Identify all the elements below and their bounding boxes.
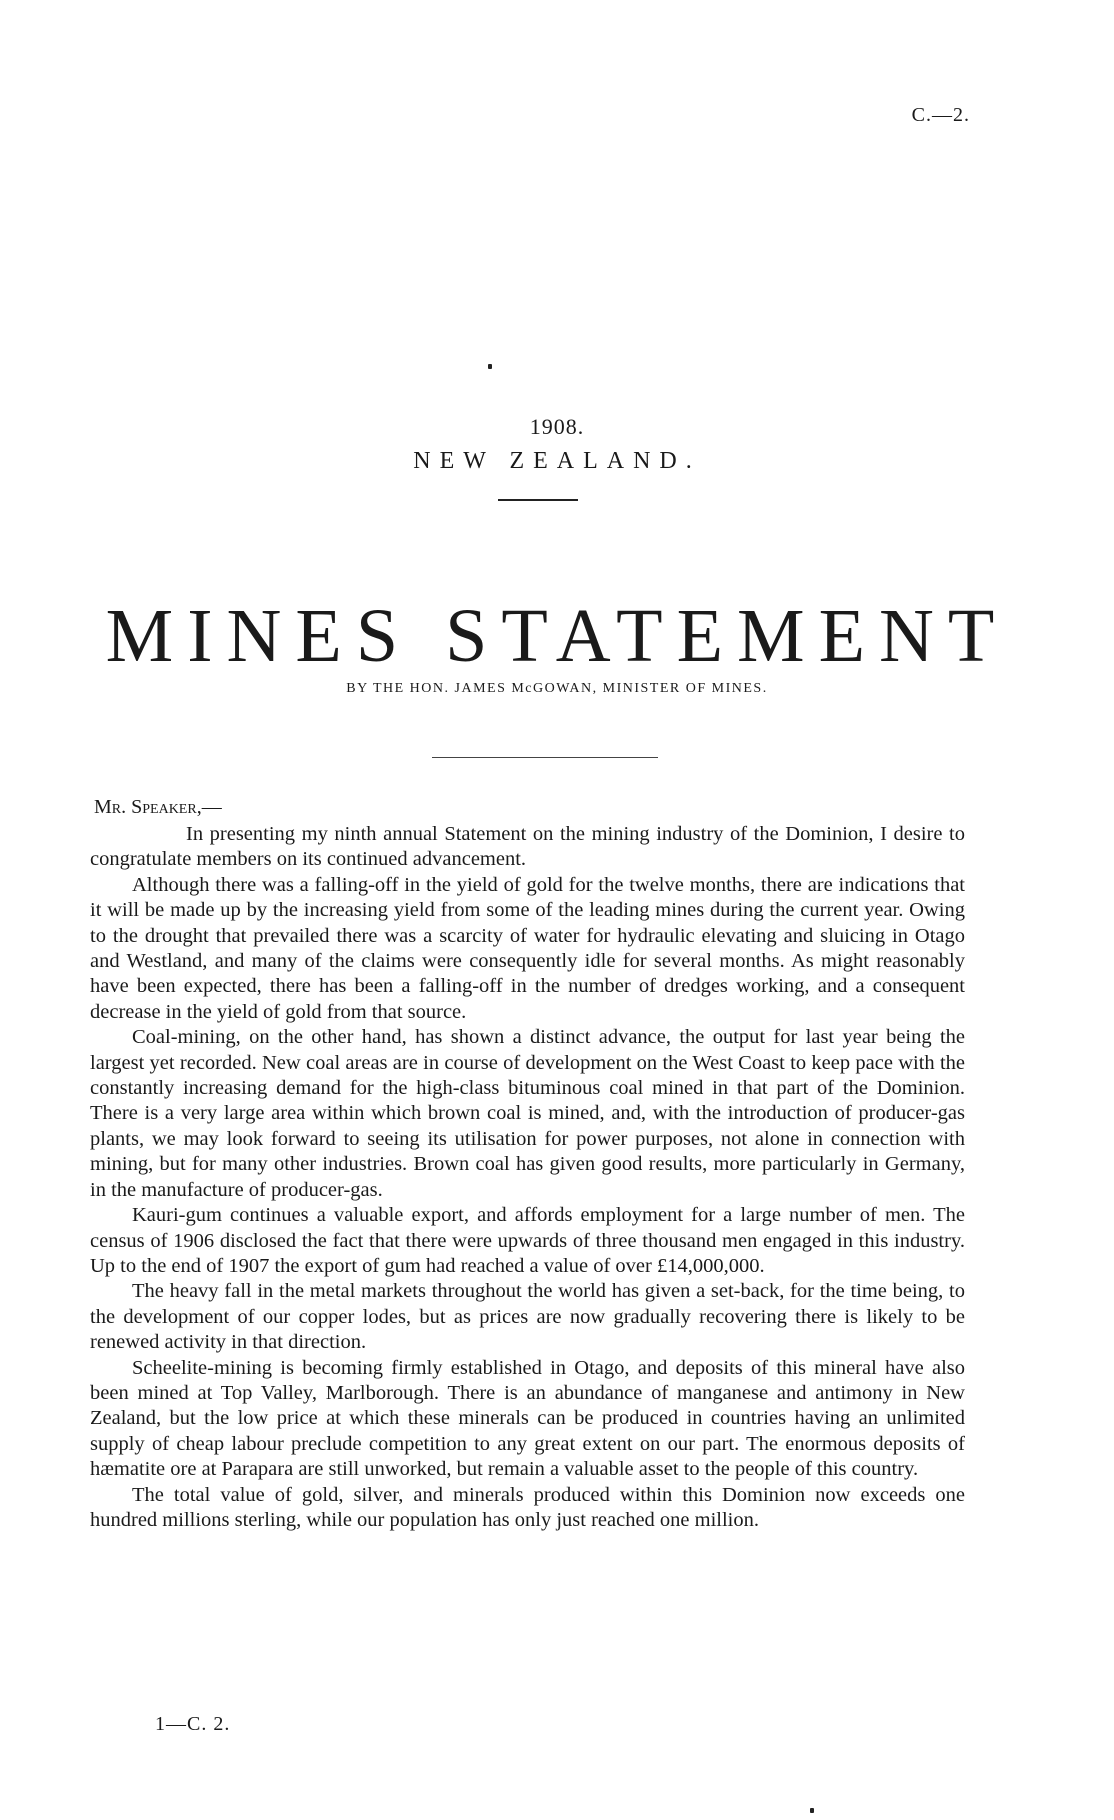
print-speck xyxy=(488,364,492,369)
paragraph: The heavy fall in the metal markets throughout the world has given a set-back, for the time being, to the development of our copper lodes, but as prices are now gradually recovering there is likely to be renewed activity in that direction. xyxy=(90,1280,965,1354)
paragraph: Scheelite-mining is becoming firmly established in Otago, and deposits of this mineral have also been mined at Top Valley, Marlborough. There is an abundance of manganese and antimony in New Zealand, but the low price at which these minerals can be produced in countries having an unlimited supply of cheap labour preclude competition to any great extent on our part. The enormous deposits of hæmatite ore at Parapara are still unworked, but remain a valuable asset to the people of this country. xyxy=(90,1356,965,1481)
main-title: MINES STATEMENT xyxy=(105,594,1009,678)
document-year: 1908. xyxy=(529,414,585,439)
page-reference-footer: 1—C. 2. xyxy=(155,1713,231,1735)
page-reference-header: C.—2. xyxy=(911,104,970,126)
paragraph: In presenting my ninth annual Statement on the mining industry of the Dominion, I desire to congratulate members on its continued advancement. xyxy=(90,823,965,871)
salutation: Mr. Speaker,— xyxy=(94,796,222,818)
paragraph: Although there was a falling-off in the yield of gold for the twelve months, there are indications that it will be made up by the increasing yield from some of the leading mines during the current year. Owing to the drought that prevailed there was a scarcity of water for hydraulic elevating and sluicing in Otago and Westland, and many of the claims were consequently idle for several months. As might reasonably have been expected, there has been a falling-off in the number of dredges working, and a consequent decrease in the yield of gold from that source. xyxy=(90,873,965,1023)
paragraph: The total value of gold, silver, and minerals produced within this Dominion now exceeds one hundred millions sterling, while our population has only just reached one million. xyxy=(90,1483,965,1531)
country-heading: NEW ZEALAND. xyxy=(413,448,701,474)
paragraph: Kauri-gum continues a valuable export, and affords employment for a large number of men. The census of 1906 disclosed the fact that there were upwards of three thousand men engaged in this industry. Up to the end of 1907 the export of gum had reached a value of over £14,000,000. xyxy=(90,1204,965,1277)
subtitle-byline: BY THE HON. JAMES McGOWAN, MINISTER OF MINES. xyxy=(346,681,768,696)
statement-body xyxy=(90,822,965,1533)
print-speck xyxy=(810,1808,814,1813)
section-divider xyxy=(432,757,658,758)
paragraph: Coal-mining, on the other hand, has shown a distinct advance, the output for last year being the largest yet recorded. New coal areas are in course of development on the West Coast to keep pace with the constantly increasing demand for the high-class bituminous coal mined in that part of the Dominion. There is a very large area within which brown coal is mined, and, with the introduction of producer-gas plants, we may look forward to seeing its utilisation for power purposes, not alone in connection with mining, but for many other industries. Brown coal has given good results, more particularly in Germany, in the manufacture of producer-gas. xyxy=(90,1026,965,1201)
title-divider xyxy=(498,499,578,501)
